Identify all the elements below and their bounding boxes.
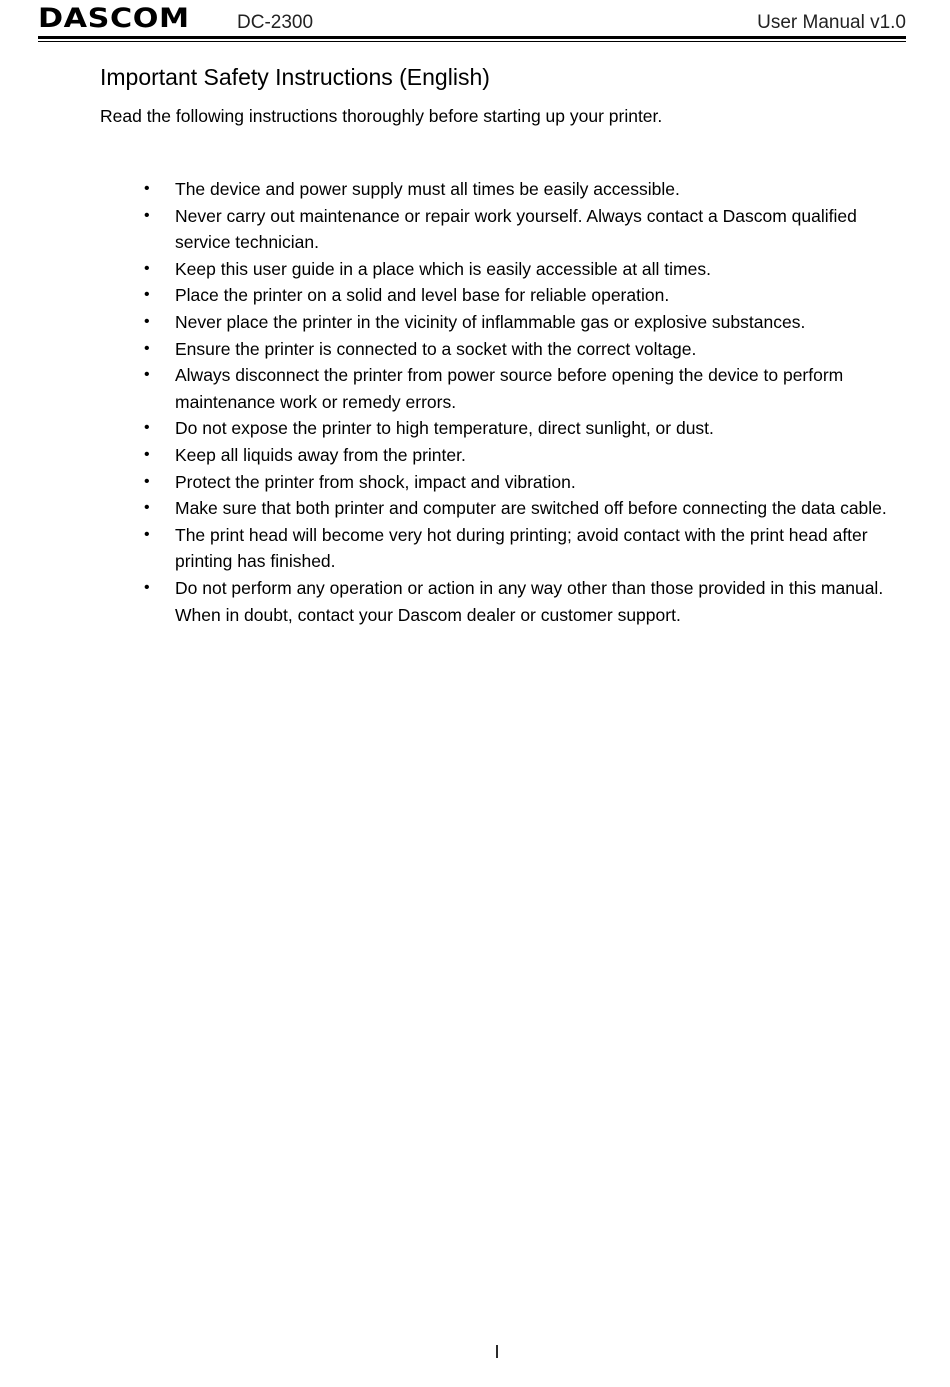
- dascom-logo: DASCOM: [38, 3, 190, 34]
- bullet-icon: •: [144, 499, 150, 517]
- list-item: [144, 522, 915, 575]
- bullet-icon: •: [144, 445, 150, 463]
- list-item-text: Ensure the printer is connected to a socket with the correct voltage.: [175, 338, 697, 359]
- bullet-icon: •: [144, 472, 150, 490]
- list-item-text: Do not expose the printer to high temperature, direct sunlight, or dust.: [175, 418, 714, 439]
- bullet-icon: •: [144, 339, 150, 357]
- list-item-text: Never place the printer in the vicinity of inflammable gas or explosive substances.: [175, 311, 806, 332]
- list-item-text: Do not perform any operation or action in any way other than those provided in this manual. When in doubt, contact your Dascom dealer or customer support.: [175, 577, 884, 625]
- list-item: [144, 415, 915, 442]
- safety-instructions-list: [144, 176, 915, 628]
- intro-text: Read the following instructions thoroughly before starting up your printer.: [100, 106, 663, 126]
- list-item: [144, 469, 915, 496]
- bullet-icon: •: [144, 525, 150, 543]
- list-item: [144, 442, 915, 469]
- list-item: [144, 495, 915, 522]
- list-item-text: The print head will become very hot during printing; avoid contact with the print head after printing has finished.: [175, 524, 868, 572]
- list-item: [144, 309, 915, 336]
- bullet-icon: •: [144, 366, 150, 384]
- bullet-icon: •: [144, 286, 150, 304]
- list-item: [144, 575, 915, 628]
- page-header: [0, 0, 950, 46]
- list-item: [144, 336, 915, 363]
- list-item-text: Keep this user guide in a place which is easily accessible at all times.: [175, 258, 711, 279]
- bullet-icon: •: [144, 206, 150, 224]
- list-item-text: Always disconnect the printer from power source before opening the device to perform maintenance work or remedy errors.: [175, 365, 844, 412]
- list-item: [144, 203, 915, 256]
- header-rule-thin: [38, 41, 906, 42]
- list-item: [144, 176, 915, 203]
- list-item-text: Make sure that both printer and computer are switched off before connecting the data cable.: [175, 498, 887, 519]
- bullet-icon: •: [144, 312, 150, 330]
- list-item-text: Never carry out maintenance or repair work yourself. Always contact a Dascom qualified service technician.: [175, 205, 857, 253]
- bullet-icon: •: [144, 419, 150, 437]
- list-item-text: The device and power supply must all times be easily accessible.: [175, 179, 680, 199]
- model-name: DC-2300: [237, 12, 314, 33]
- page-title: Important Safety Instructions (English): [100, 64, 490, 90]
- list-item-text: Protect the printer from shock, impact and vibration.: [175, 471, 576, 492]
- header-rule-thick: [38, 36, 906, 39]
- bullet-icon: •: [144, 180, 150, 197]
- page-number: I: [494, 1342, 500, 1362]
- list-item-text: Keep all liquids away from the printer.: [175, 444, 466, 465]
- list-item-text: Place the printer on a solid and level base for reliable operation.: [175, 285, 670, 306]
- bullet-icon: •: [144, 578, 150, 596]
- bullet-icon: •: [144, 259, 150, 277]
- list-item: [144, 282, 915, 309]
- list-item: [144, 362, 915, 415]
- manual-version: User Manual v1.0: [757, 12, 906, 33]
- list-item: [144, 256, 915, 283]
